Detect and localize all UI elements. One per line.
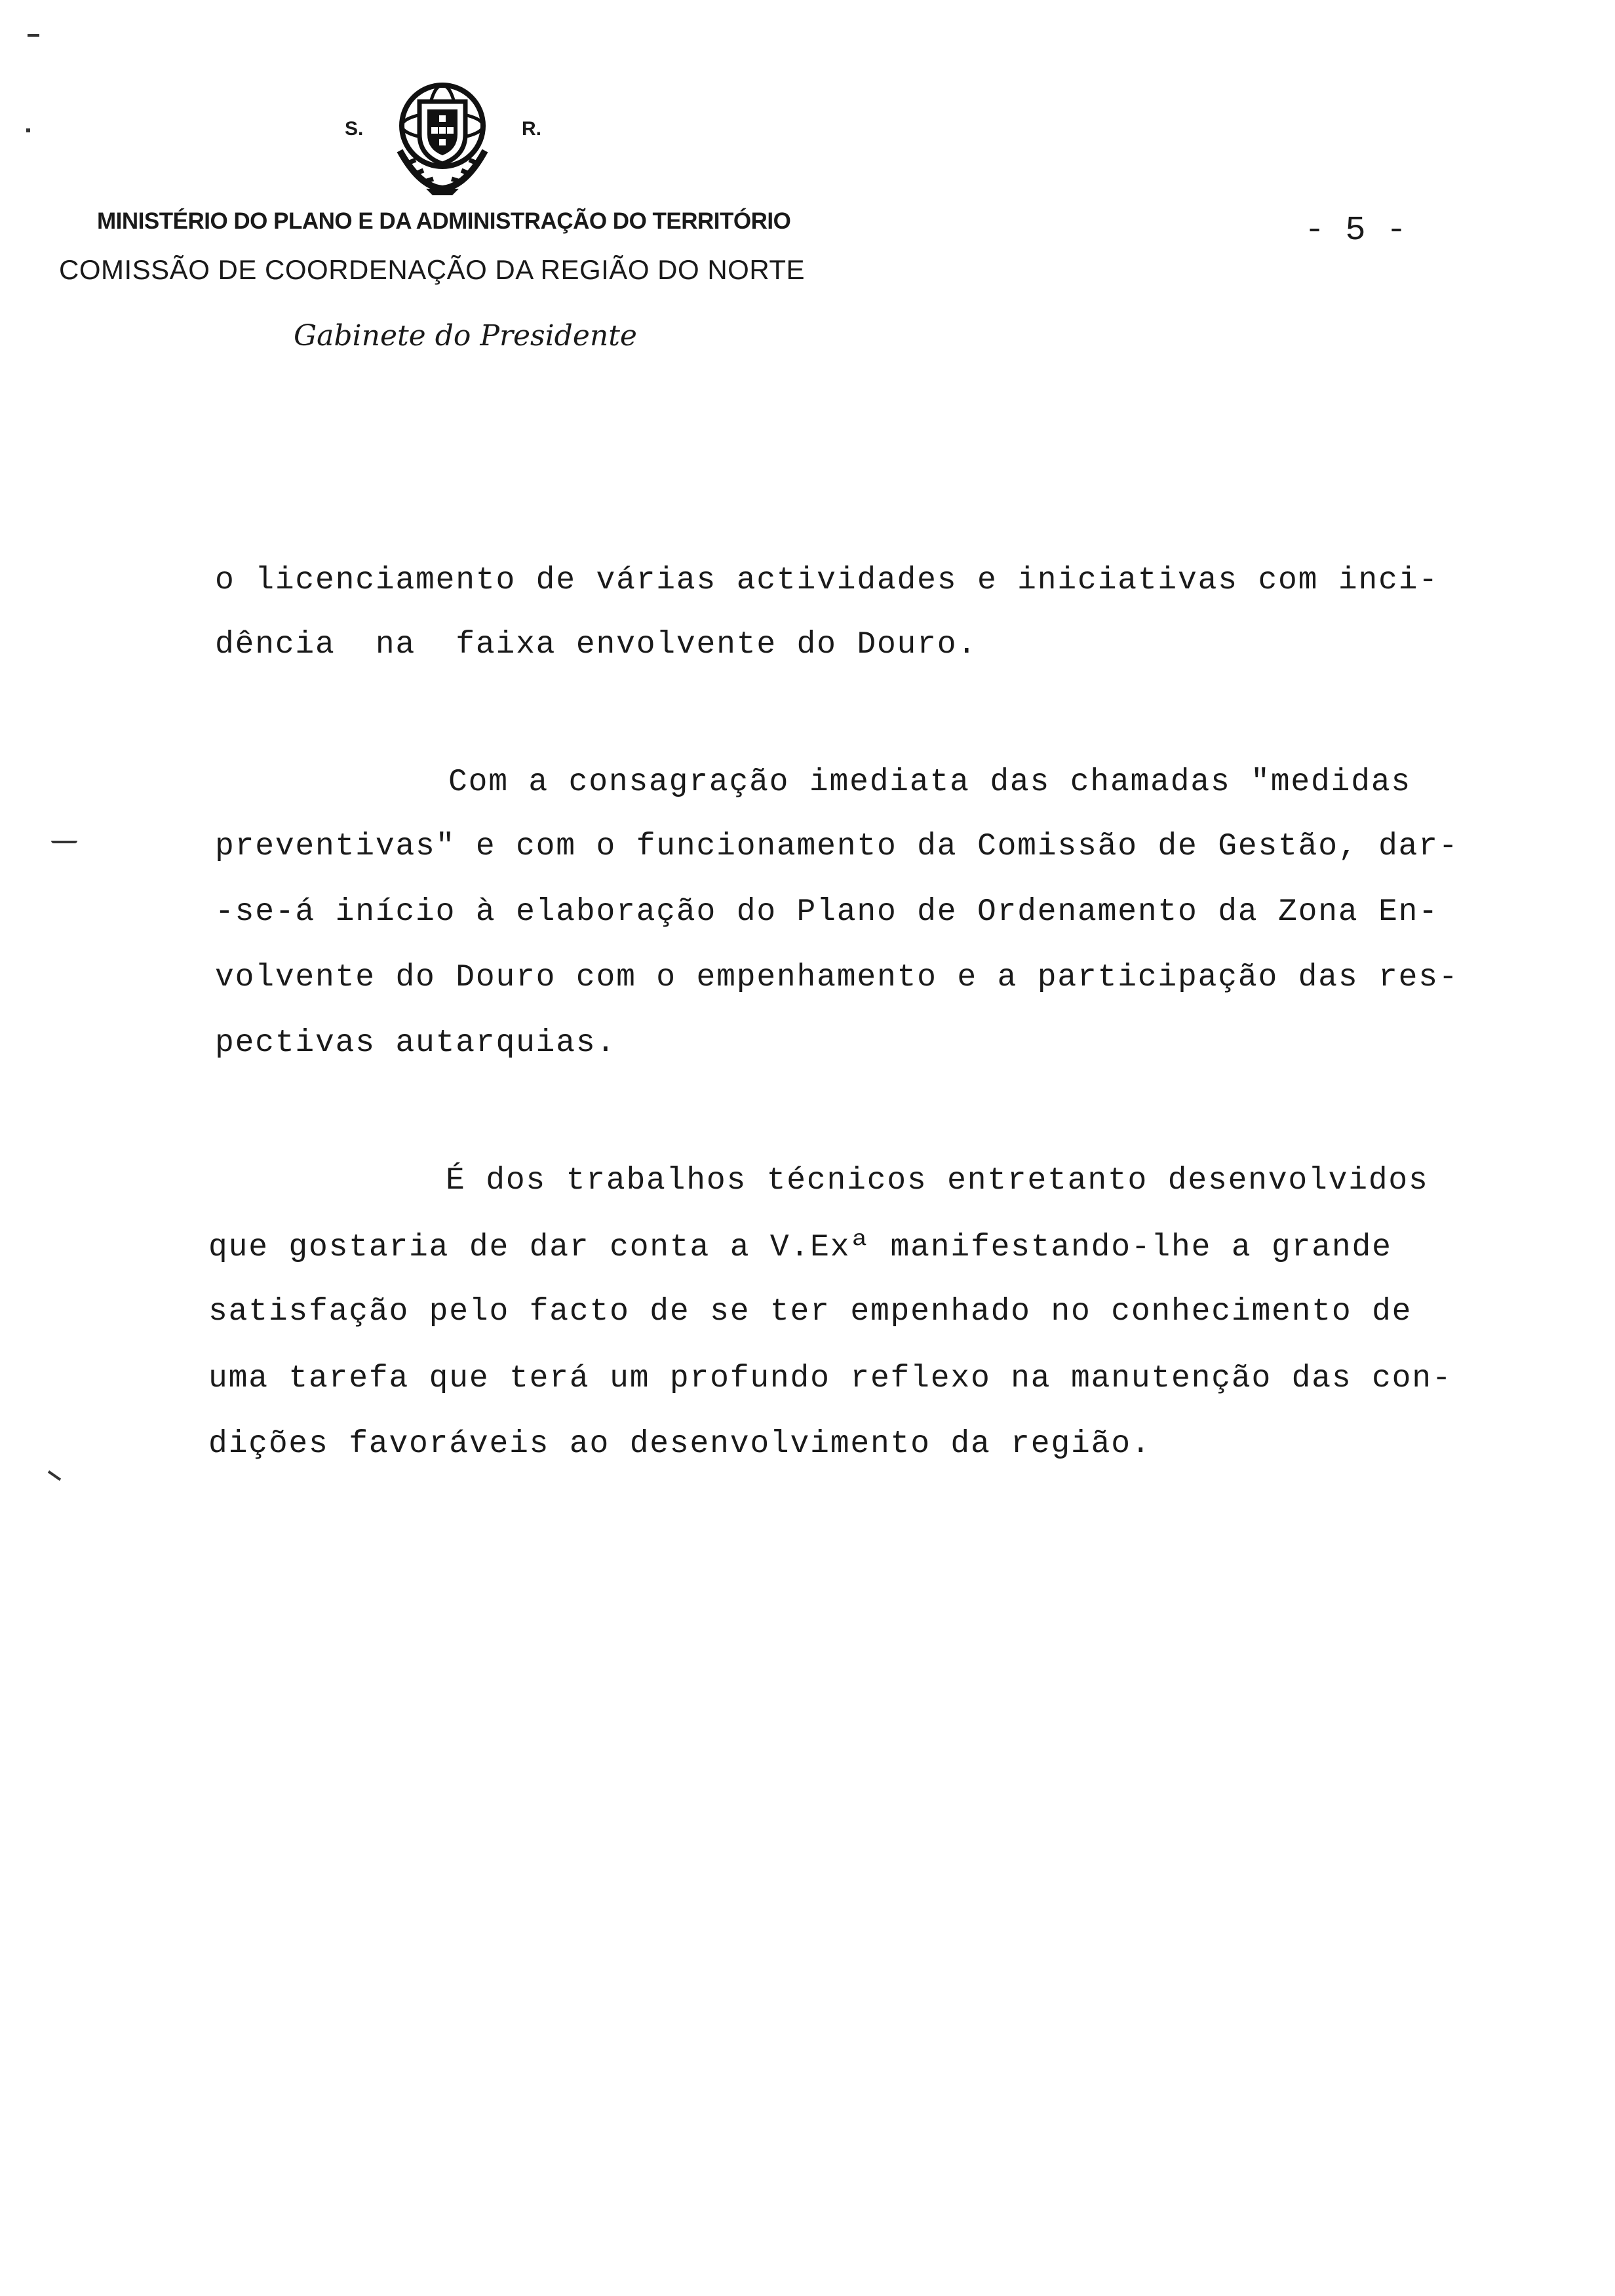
cabinet-heading: Gabinete do Presidente (294, 319, 637, 353)
text-line: É dos trabalhos técnicos entretanto desenvolvidos (446, 1163, 1429, 1198)
text-line: que gostaria de dar conta a V.Exª manifestando-lhe a grande (208, 1230, 1392, 1265)
ministry-heading: MINISTÉRIO DO PLANO E DA ADMINISTRAÇÃO DO TERRITÓRIO (97, 208, 791, 234)
text-line: uma tarefa que terá um profundo reflexo na manutenção das con- (208, 1361, 1452, 1396)
scan-mark (28, 34, 39, 37)
text-line: pectivas autarquias. (215, 1025, 617, 1061)
seal-letter-right: R. (522, 118, 541, 140)
text-line: volvente do Douro com o empenhamento e a participação das res- (215, 960, 1459, 995)
page-number: - 5 - (1304, 211, 1407, 250)
text-line: preventivas" e com o funcionamento da Comissão de Gestão, dar- (215, 829, 1459, 864)
text-line: satisfação pelo facto de se ter empenhado no conhecimento de (208, 1294, 1412, 1330)
scan-mark (51, 841, 77, 843)
scan-mark (26, 128, 30, 132)
text-line: o licenciamento de várias actividades e iniciativas com inci- (215, 563, 1439, 598)
commission-heading: COMISSÃO DE COORDENAÇÃO DA REGIÃO DO NORTE (59, 254, 806, 285)
text-line: -se-á início à elaboração do Plano de Ordenamento da Zona En- (215, 894, 1439, 930)
coat-of-arms-seal (380, 72, 505, 197)
text-line: dições favoráveis ao desenvolvimento da região. (208, 1426, 1152, 1462)
seal-letter-left: S. (345, 118, 364, 140)
text-line: Com a consagração imediata das chamadas "medidas (448, 765, 1412, 800)
text-line: dência na faixa envolvente do Douro. (215, 627, 977, 662)
scan-mark (48, 1470, 61, 1481)
